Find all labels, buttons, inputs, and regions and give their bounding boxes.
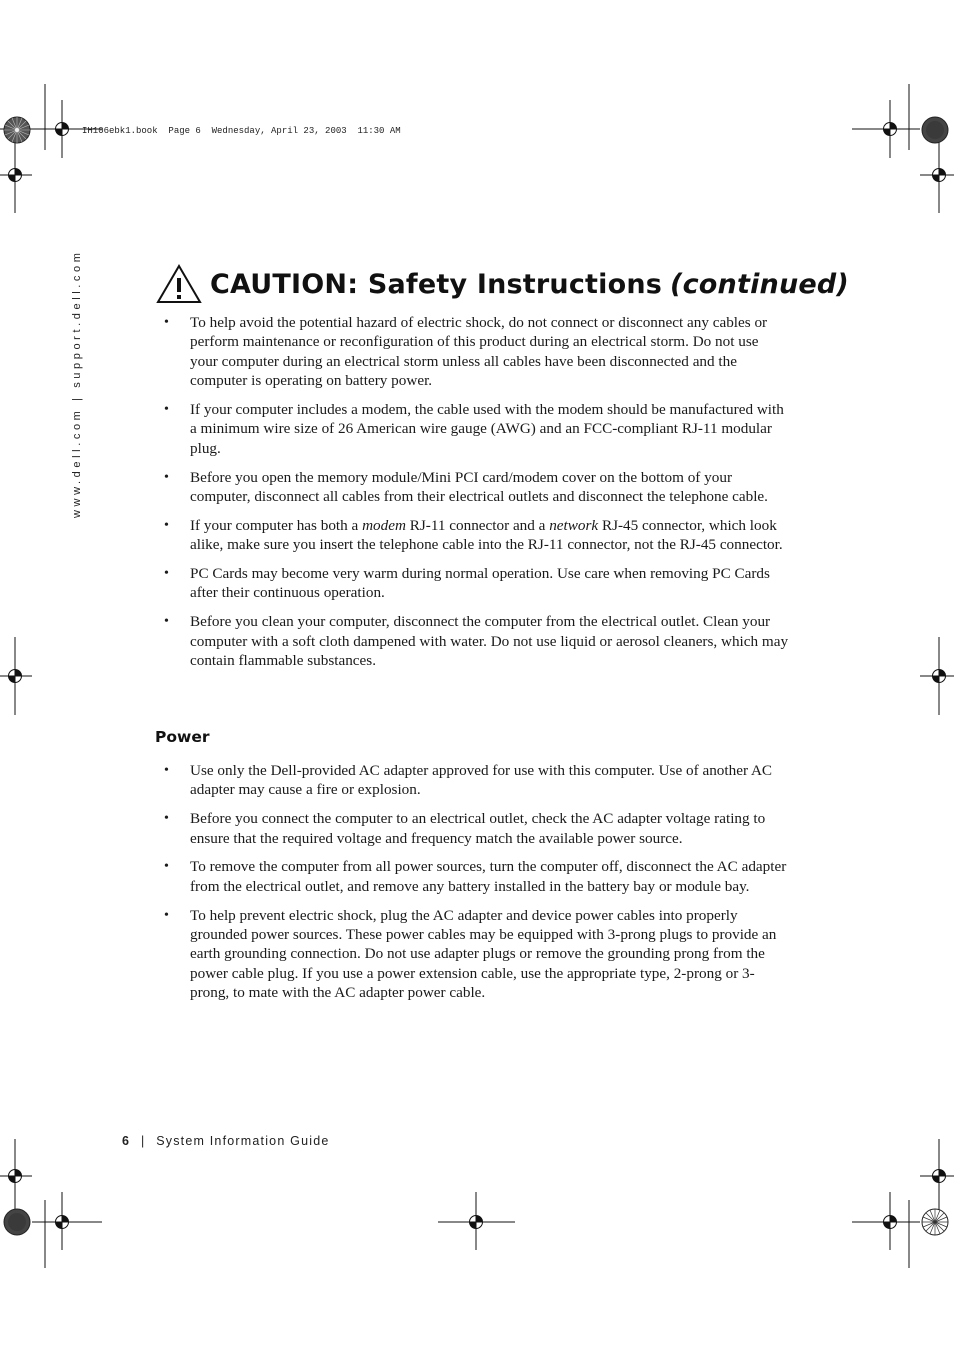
list-item: • Before you open the memory module/Mini PCI card/modem cover on the bottom of your computer, disconnect all cables from their electrical outlets and disconnect the telephone cable. bbox=[190, 468, 790, 507]
page-footer bbox=[122, 1134, 330, 1148]
print-slug: IH106ebk1.book Page 6 Wednesday, April 23, 2003 11:30 AM bbox=[82, 126, 401, 136]
list-item: • Use only the Dell-provided AC adapter approved for use with this computer. Use of another AC adapter may cause a fire or explosion. bbox=[190, 761, 790, 800]
warning-triangle-icon bbox=[156, 264, 202, 304]
caution-list bbox=[190, 313, 790, 680]
list-item: • To help avoid the potential hazard of electric shock, do not connect or disconnect any cables or perform maintenance or reconfiguration of this product during an electrical storm. Do not use your computer during an electrical storm unless all cables have been disconnected and the computer is operating on battery power. bbox=[190, 313, 790, 391]
title-continued: (continued) bbox=[670, 268, 849, 300]
title-main: CAUTION: Safety Instructions bbox=[210, 268, 663, 300]
list-item: • Before you connect the computer to an electrical outlet, check the AC adapter voltage rating to ensure that the required voltage and frequency match the available power source. bbox=[190, 809, 790, 848]
list-item: • Before you clean your computer, disconnect the computer from the electrical outlet. Clean your computer with a soft cloth dampened with water. Do not use liquid or aerosol cleaners, which may contain flammable substances. bbox=[190, 612, 790, 670]
list-item: • To help prevent electric shock, plug the AC adapter and device power cables into properly grounded power sources. These power cables may be equipped with 3-prong plugs to provide an earth grounding connection. Do not use adapter plugs or remove the grounding prong from the power cable plug. If you use a power extension cable, use the appropriate type, 2-prong or 3-prong, to mate with the AC adapter power cable. bbox=[190, 906, 790, 1003]
list-item: • If your computer includes a modem, the cable used with the modem should be manufactured with a minimum wire size of 26 American wire gauge (AWG) and an FCC-compliant RJ-11 modular plug. bbox=[190, 400, 790, 458]
emphasis-network: network bbox=[549, 516, 599, 534]
side-url: www.dell.com | support.dell.com bbox=[71, 249, 83, 518]
list-item: • PC Cards may become very warm during normal operation. Use care when removing PC Cards after their continuous operation. bbox=[190, 564, 790, 603]
power-heading: Power bbox=[155, 728, 210, 746]
list-item: • To remove the computer from all power sources, turn the computer off, disconnect the AC adapter from the electrical outlet, and remove any battery installed in the battery bay or module bay. bbox=[190, 857, 790, 896]
list-item: • If your computer has both a modem RJ-11 connector and a network RJ-45 connector, which look alike, make sure you insert the telephone cable into the RJ-11 connector, not the RJ-45 connector. bbox=[190, 516, 790, 555]
power-list bbox=[190, 761, 790, 1012]
guide-title: System Information Guide bbox=[156, 1134, 330, 1148]
footer-separator: | bbox=[140, 1134, 145, 1148]
page-title bbox=[156, 262, 849, 306]
emphasis-modem: modem bbox=[362, 516, 406, 534]
page-number: 6 bbox=[122, 1134, 129, 1148]
